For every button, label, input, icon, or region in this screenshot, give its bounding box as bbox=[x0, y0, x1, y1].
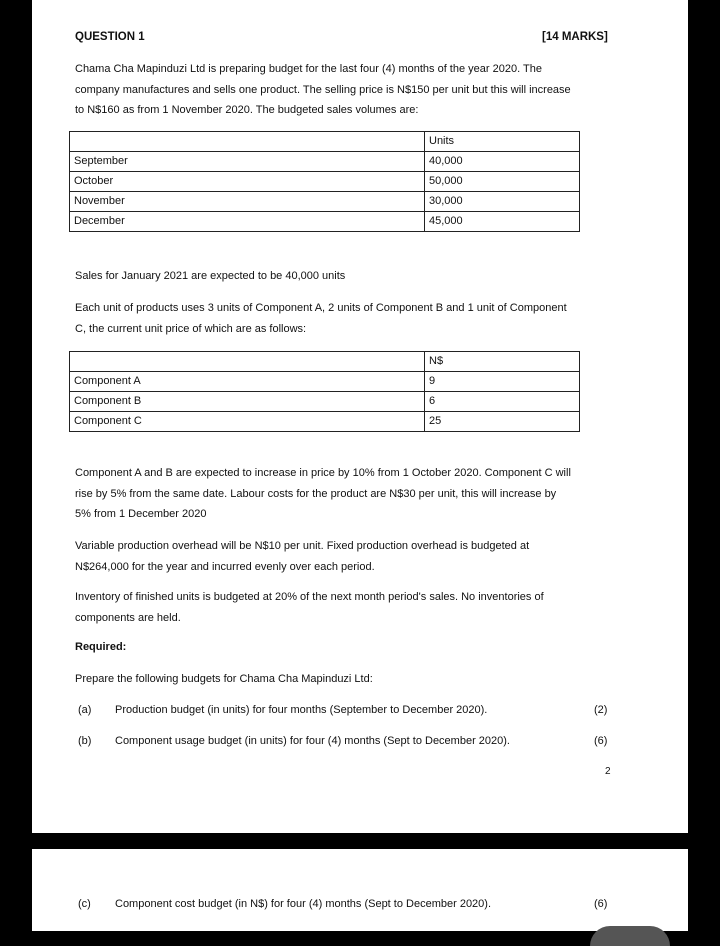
units-header: Units bbox=[425, 132, 580, 152]
page-number: 2 bbox=[605, 766, 611, 777]
required-intro: Prepare the following budgets for Chama Cha Mapinduzi Ltd: bbox=[75, 673, 373, 685]
table-row: December 45,000 bbox=[70, 212, 580, 232]
sales-volume-table bbox=[69, 131, 580, 232]
requirement-marks: (2) bbox=[594, 704, 608, 716]
component-intro-paragraph: Each unit of products uses 3 units of Component A, 2 units of Component B and 1 unit of Component C, the current unit price of which are as follows: bbox=[75, 302, 567, 335]
intro-line: company manufactures and sells one product. The selling price is N$150 per unit but this will increase bbox=[75, 83, 571, 96]
table-row: November 30,000 bbox=[70, 192, 580, 212]
requirement-marks: (6) bbox=[594, 898, 608, 910]
price-increase-paragraph: Component A and B are expected to increase in price by 10% from 1 October 2020. Component C will rise by 5% from the same date. Labour costs for the product are N$30 per unit, this will increase by 5% from 1 December 2020 bbox=[75, 467, 571, 520]
intro-paragraph bbox=[75, 59, 610, 121]
document-page-2: (c) Component cost budget (in N$) for four (4) months (Sept to December 2020). (6) bbox=[32, 849, 688, 931]
question-title: QUESTION 1 bbox=[75, 31, 145, 43]
table-row: Component B 6 bbox=[70, 392, 580, 412]
intro-line: Chama Cha Mapinduzi Ltd is preparing budget for the last four (4) months of the year 2020. The bbox=[75, 63, 542, 75]
price-header: N$ bbox=[425, 352, 580, 372]
intro-line: to N$160 as from 1 November 2020. The budgeted sales volumes are: bbox=[75, 104, 419, 116]
component-price-table bbox=[69, 351, 580, 432]
overhead-paragraph: Variable production overhead will be N$10 per unit. Fixed production overhead is budgeted at N$264,000 for the year and incurred evenly over each period. bbox=[75, 540, 530, 573]
table-row: Component C 25 bbox=[70, 412, 580, 432]
question-marks: [14 MARKS] bbox=[542, 31, 608, 43]
inventory-paragraph: Inventory of finished units is budgeted at 20% of the next month period's sales. No inventories of components are held. bbox=[75, 591, 544, 624]
table-row: Component A 9 bbox=[70, 372, 580, 392]
table-header-row bbox=[70, 132, 580, 152]
january-note: Sales for January 2021 are expected to be 40,000 units bbox=[75, 270, 346, 282]
document-page-1: QUESTION 1 [14 MARKS] Chama Cha Mapinduzi Ltd is preparing budget for the last four (4) months of the year 2020. The company manufactures and sells one product. The selling price is N$150 per unit but this will increase to N$160 as from 1 November 2020. The budgeted sales volumes are: Units September 40,000 October 50,000 November 30,000 December 45,000 Sales for January 2021 are expected to be 40,000 units Each unit of products uses 3 units of Component A, 2 units of Component B and 1 unit of Component C, the current unit price of which are as follows: N$ Component A 9 Component B 6 Component C 25 Component A and B are expected to increase in price by 10% from 1 October 2020. Component C will rise by 5% from the same date. Labour costs for the product are N$30 per unit, this will increase by 5% from 1 December 2020 Variable production overhead will be N$10 per unit. Fixed production overhead is budgeted at N$264,000 for the year and incurred evenly over each period. Inventory of finished units is budgeted at 20% of the next month period's sales. No inventories of components are held. Required: Prepare the following budgets for Chama Cha Mapinduzi Ltd: (a) Production budget (in units) for four months (September to December 2020). (2) (b) Component usage budget (in units) for four (4) months (Sept to December 2020). (6) 2 bbox=[32, 0, 688, 833]
table-header-row bbox=[70, 352, 580, 372]
table-row: September 40,000 bbox=[70, 152, 580, 172]
floating-button-edge bbox=[590, 926, 670, 946]
required-heading: Required: bbox=[75, 641, 127, 653]
table-row: October 50,000 bbox=[70, 172, 580, 192]
requirement-marks: (6) bbox=[594, 735, 608, 747]
